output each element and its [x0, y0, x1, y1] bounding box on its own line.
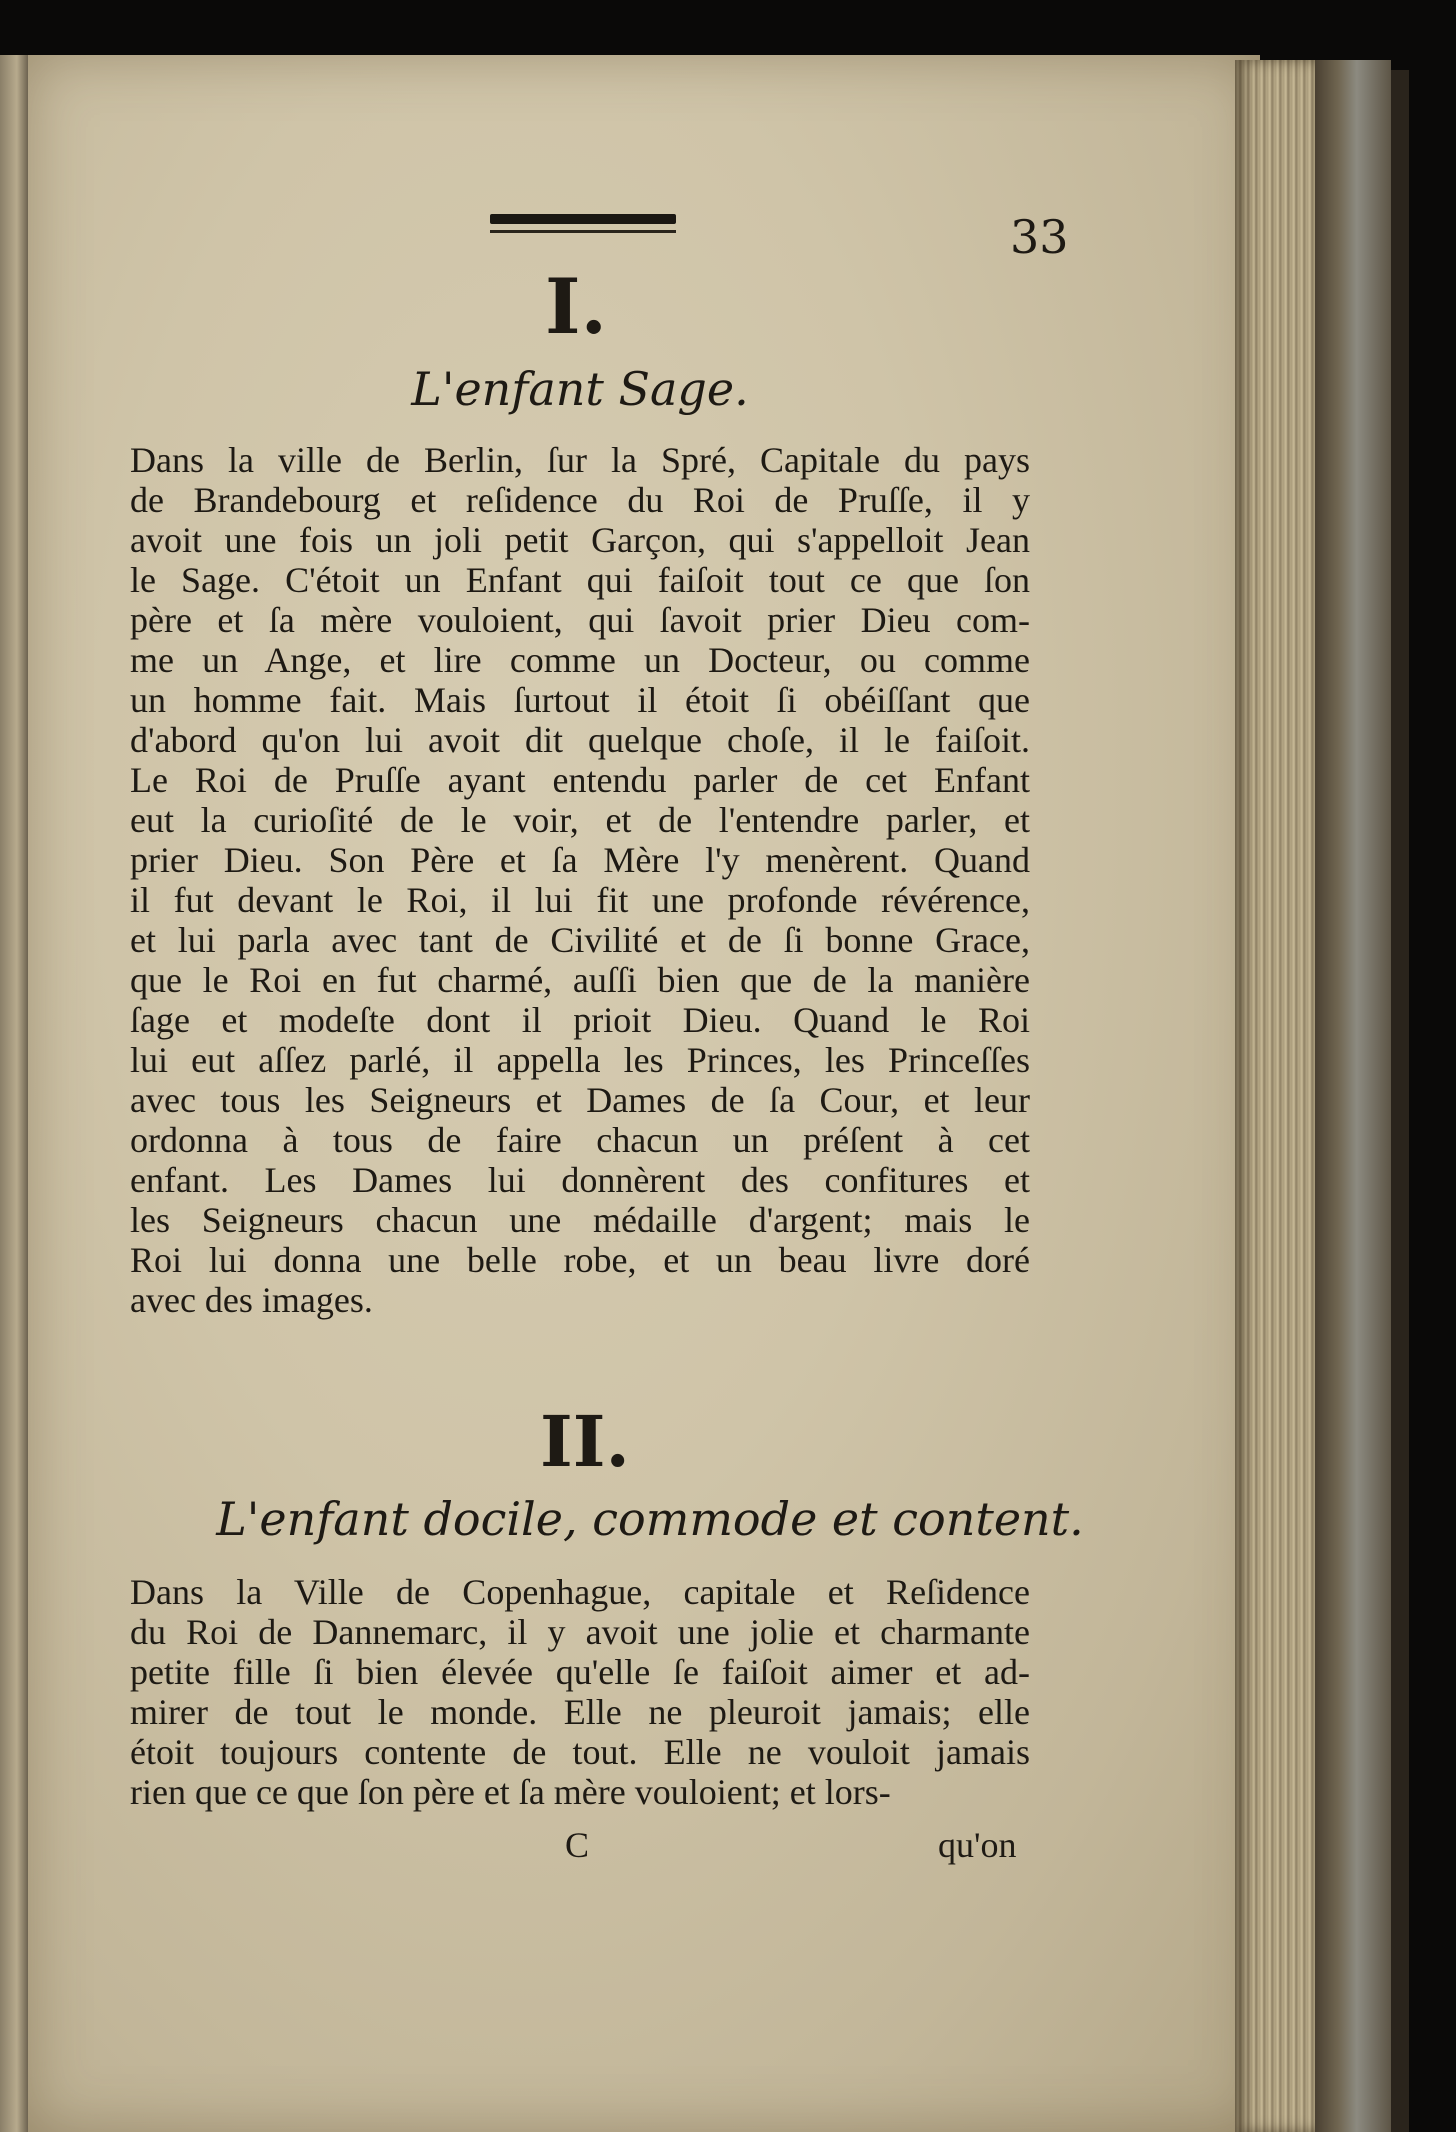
- section-1-text-line: un homme fait. Mais ſurtout il étoit ſi obéiſſant que: [130, 680, 1030, 720]
- section-1-text-line: de Brandebourg et reſidence du Roi de Pruſſe, il y: [130, 480, 1030, 520]
- page-number: 33: [1010, 210, 1069, 264]
- section-1-text-line: les Seigneurs chacun une médaille d'argent; mais le: [130, 1200, 1030, 1240]
- section-1-text-line: Roi lui donna une belle robe, et un beau livre doré: [130, 1240, 1030, 1280]
- section-1-text-line: Dans la ville de Berlin, ſur la Spré, Capitale du pays: [130, 440, 1030, 480]
- section-1-text-line: ſage et modeſte dont il prioit Dieu. Quand le Roi: [130, 1000, 1030, 1040]
- section-1-body: [130, 440, 1030, 1320]
- section-2-text-line: petite fille ſi bien élevée qu'elle ſe faiſoit aimer et ad-: [130, 1652, 1030, 1692]
- section-2-text-line: rien que ce que ſon père et ſa mère vouloient; et lors-: [130, 1772, 891, 1812]
- section-1-text-line: prier Dieu. Son Père et ſa Mère l'y menèrent. Quand: [130, 840, 1030, 880]
- section-1-text-line: enfant. Les Dames lui donnèrent des confitures et: [130, 1160, 1030, 1200]
- section-1-text-line: avec des images.: [130, 1280, 373, 1320]
- catchword: qu'on: [938, 1825, 1017, 1865]
- section-1-text-line: le Sage. C'étoit un Enfant qui faiſoit tout ce que ſon: [130, 560, 1030, 600]
- section-1-text-line: me un Ange, et lire comme un Docteur, ou comme: [130, 640, 1030, 680]
- section-1-text-line: d'abord qu'on lui avoit dit quelque choſe, il le faiſoit.: [130, 720, 1030, 760]
- section-2-text-line: Dans la Ville de Copenhague, capitale et Reſidence: [130, 1572, 1030, 1612]
- section-2-text-line: étoit toujours contente de tout. Elle ne vouloit jamais: [130, 1732, 1030, 1772]
- section-2-text-line: mirer de tout le monde. Elle ne pleuroit jamais; elle: [130, 1692, 1030, 1732]
- section-1-text-line: père et ſa mère vouloient, qui ſavoit prier Dieu com-: [130, 600, 1030, 640]
- book-cover-edge: [1315, 60, 1391, 2132]
- page-fore-edge: [1235, 60, 1315, 2132]
- header-rule: [490, 214, 676, 224]
- section-1-text-line: Le Roi de Pruſſe ayant entendu parler de cet Enfant: [130, 760, 1030, 800]
- section-1-text-line: et lui parla avec tant de Civilité et de ſi bonne Grace,: [130, 920, 1030, 960]
- section-1-text-line: avec tous les Seigneurs et Dames de ſa Cour, et leur: [130, 1080, 1030, 1120]
- section-1-text-line: ordonna à tous de faire chacun un préſent à cet: [130, 1120, 1030, 1160]
- section-2-text-line: du Roi de Dannemarc, il y avoit une jolie et charmante: [130, 1612, 1030, 1652]
- section-1-text-line: eut la curioſité de le voir, et de l'entendre parler, et: [130, 800, 1030, 840]
- section-1-text-line: avoit une fois un joli petit Garçon, qui s'appelloit Jean: [130, 520, 1030, 560]
- section-1-text-line: lui eut aſſez parlé, il appella les Princes, les Princeſſes: [130, 1040, 1030, 1080]
- section-1-text-line: il fut devant le Roi, il lui fit une profonde révérence,: [130, 880, 1030, 920]
- section-2-numeral: II.: [540, 1400, 630, 1483]
- section-2-title: L'enfant docile, commode et content.: [216, 1492, 1084, 1546]
- section-1-title: L'enfant Sage.: [411, 362, 749, 416]
- section-2-body: [130, 1572, 1030, 1812]
- section-1-numeral: I.: [545, 262, 608, 351]
- signature-mark: C: [565, 1825, 590, 1865]
- book-cover-rim: [1391, 70, 1409, 2132]
- section-1-text-line: que le Roi en fut charmé, auſſi bien que de la manière: [130, 960, 1030, 1000]
- header-rule-thin: [490, 230, 676, 233]
